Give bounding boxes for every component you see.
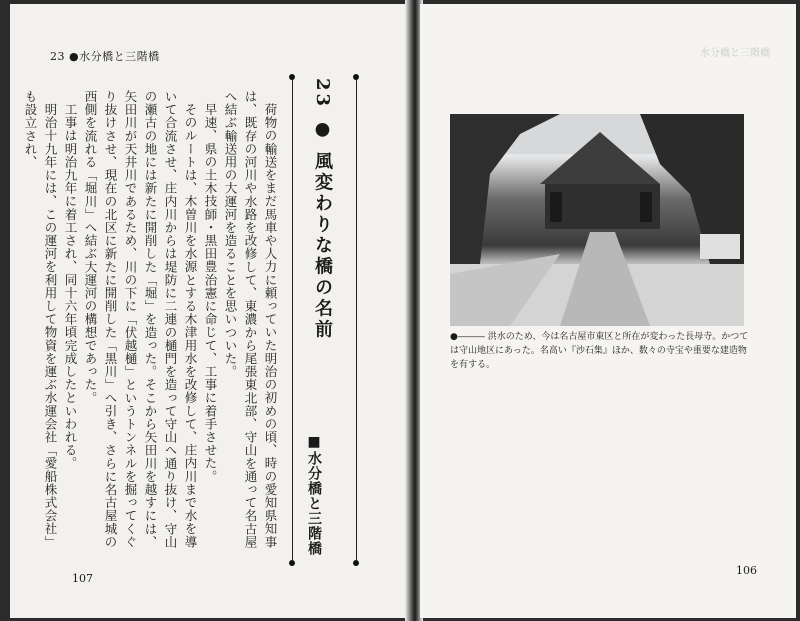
paragraph: 明治十九年には、この運河を利用して物資を運ぶ水運会社「愛船株式会社」も設立され、	[23, 90, 58, 548]
paragraph: 荷物の輸送をまだ馬車や人力に頼っていた明治の初めの頃、時の愛知県知事は、既存の河川や水路を改修して、東濃から尾張東北部、守山を通って名古屋へ結ぶ輸送用の大運河を造ることを思いついた。	[223, 90, 278, 549]
page-number: 106	[736, 564, 757, 577]
chapter-title-column	[284, 74, 372, 574]
rule-dot	[353, 560, 359, 566]
body-text	[20, 90, 280, 550]
photo-caption: ●――― 洪水のため、今は名古屋市東区と所在が変わった長母寺。かつては守山地区にあった。名高い『沙石集』ほか、数々の寺宝や重要な建造物を有する。	[450, 332, 749, 370]
section-title: ■水分橋と三階橋	[306, 434, 322, 556]
paragraph: 早速、県の土木技師・黒田豊治憲に命じて、工事に着手させた。	[203, 102, 218, 483]
paragraph: 工事は明治九年に着工され、同十六年頃完成したといわれる。	[63, 102, 78, 470]
title-rule-left	[292, 78, 293, 566]
temple-photo-icon	[450, 114, 744, 326]
chapter-title: 23 ● 風変わりな橋の名前	[312, 78, 333, 341]
title-rule-right	[356, 78, 357, 566]
left-page	[10, 4, 410, 618]
rule-dot	[289, 560, 295, 566]
running-head: 23 ●水分橋と三階橋	[50, 50, 160, 63]
faint-running-head: 水分橋と三階橋	[700, 48, 770, 59]
rule-dot	[353, 74, 359, 80]
right-page	[420, 4, 796, 618]
page-number: 107	[72, 572, 93, 585]
rule-dot	[289, 74, 295, 80]
temple-photo	[450, 114, 744, 326]
paragraph: そのルートは、木曽川を水源とする木津用水を改修して、庄内川まで水を導いて合流させ、庄内川からは堤防に二連の樋門を造って守山へ通り抜け、守山の瀬古の地には新たに開削した「堀」を造った。そこから矢田川を越すには、矢田川が天井川であるため、川の下に「伏越樋」というトンネルを掘ってくぐり抜けさせ、現在の北区に新たに開削した「黒川」へ引き、さらに名古屋城の西側を流れる「堀川」へ結ぶ大運河の構想であった。	[83, 90, 198, 549]
